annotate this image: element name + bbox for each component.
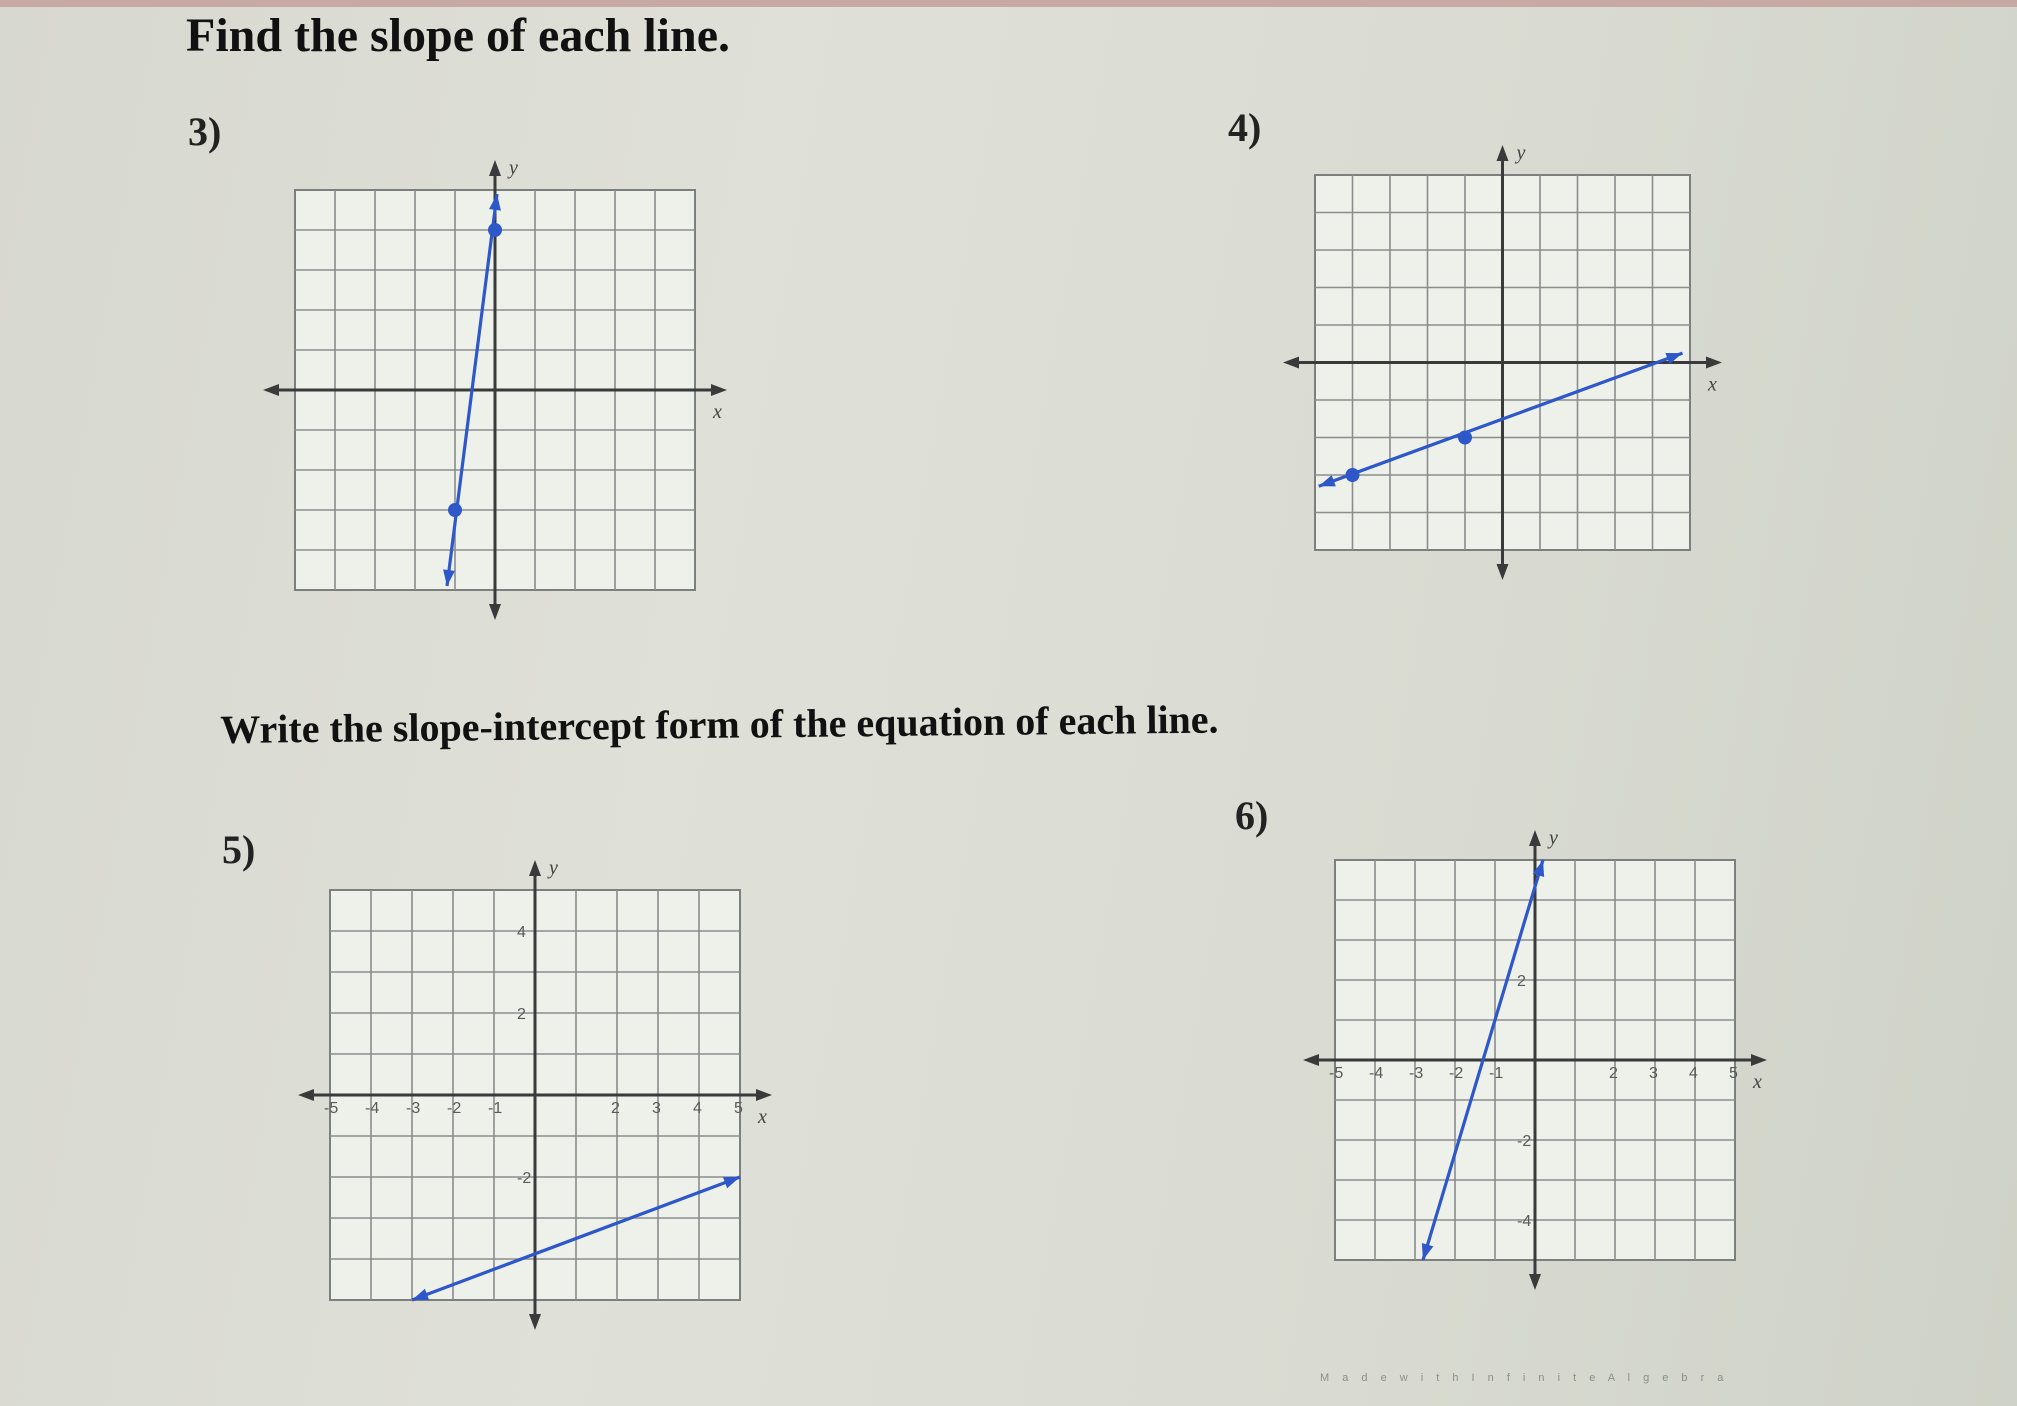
problem-4-graph xyxy=(1280,135,1760,615)
x-tick-label: 2 xyxy=(1609,1065,1618,1082)
y-axis-label: y xyxy=(1516,142,1526,164)
problem-number-5: 5) xyxy=(222,827,256,872)
x-axis-label: x xyxy=(1753,1071,1762,1093)
x-axis-label: x xyxy=(713,401,722,423)
y-axis-arrow-up xyxy=(489,160,501,176)
problem-number-3: 3) xyxy=(188,109,222,154)
y-axis-label: y xyxy=(549,857,558,879)
coordinate-plane xyxy=(1290,820,1800,1300)
section-heading-slope-intercept: Write the slope-intercept form of the equation of each line. xyxy=(220,696,1219,752)
x-tick-label: 4 xyxy=(1689,1065,1698,1082)
y-axis-arrow-up xyxy=(1497,145,1509,161)
coordinate-plane xyxy=(290,850,810,1350)
y-tick-label: -2 xyxy=(517,1170,532,1187)
problem-number-4: 4) xyxy=(1228,105,1262,150)
x-tick-label: -1 xyxy=(1489,1065,1504,1082)
plotted-point xyxy=(488,223,502,237)
x-axis-arrow-right xyxy=(756,1089,772,1101)
x-tick-label: 2 xyxy=(611,1100,620,1117)
problem-3-graph xyxy=(250,145,770,625)
coordinate-plane xyxy=(250,145,770,625)
y-tick-label: 4 xyxy=(517,924,526,941)
x-tick-label: 4 xyxy=(693,1100,702,1117)
y-axis-arrow-up xyxy=(1529,830,1541,846)
plotted-point xyxy=(1458,431,1472,445)
y-tick-label: -4 xyxy=(1517,1213,1532,1230)
x-axis-arrow-right xyxy=(1706,357,1722,369)
x-axis-arrow-left xyxy=(263,384,279,396)
y-axis-arrow-down xyxy=(529,1314,541,1330)
problem-number-6: 6) xyxy=(1235,793,1269,838)
x-tick-label: 3 xyxy=(1649,1065,1658,1082)
y-axis-arrow-down xyxy=(489,604,501,620)
x-tick-label: 5 xyxy=(1729,1065,1738,1082)
x-axis-arrow-left xyxy=(1303,1054,1319,1066)
plotted-point xyxy=(448,503,462,517)
x-axis-arrow-left xyxy=(1283,357,1299,369)
x-tick-label: -5 xyxy=(1329,1065,1344,1082)
plotted-point xyxy=(1346,468,1360,482)
x-tick-label: -4 xyxy=(1369,1065,1384,1082)
y-tick-label: -2 xyxy=(1517,1133,1532,1150)
y-axis-arrow-down xyxy=(1529,1274,1541,1290)
y-axis-arrow-down xyxy=(1497,564,1509,580)
y-axis-label: y xyxy=(509,157,518,179)
y-axis-label: y xyxy=(1549,827,1558,849)
x-axis-label: x xyxy=(758,1106,767,1128)
x-axis-label: x xyxy=(1708,373,1717,396)
footer-text: M a d e w i t h I n f i n i t e A l g e b r a xyxy=(1320,1372,1729,1384)
section-heading-find-slope: Find the slope of each line. xyxy=(186,9,731,62)
problem-6-graph xyxy=(1290,820,1800,1300)
y-axis-arrow-up xyxy=(529,860,541,876)
x-tick-label: -2 xyxy=(447,1100,462,1117)
x-tick-label: -3 xyxy=(1409,1065,1424,1082)
x-tick-label: 3 xyxy=(652,1100,661,1117)
y-tick-label: 2 xyxy=(1517,973,1526,990)
x-axis-arrow-right xyxy=(1751,1054,1767,1066)
x-axis-arrow-left xyxy=(298,1089,314,1101)
x-tick-label: -5 xyxy=(324,1100,339,1117)
problem-5-graph xyxy=(290,850,810,1350)
x-tick-label: -2 xyxy=(1449,1065,1464,1082)
y-tick-label: 2 xyxy=(517,1006,526,1023)
x-tick-label: 5 xyxy=(734,1100,743,1117)
x-tick-label: -3 xyxy=(406,1100,421,1117)
x-axis-arrow-right xyxy=(711,384,727,396)
x-tick-label: -1 xyxy=(488,1100,503,1117)
coordinate-plane xyxy=(1280,135,1760,615)
page-top-edge xyxy=(0,0,2017,7)
x-tick-label: -4 xyxy=(365,1100,380,1117)
